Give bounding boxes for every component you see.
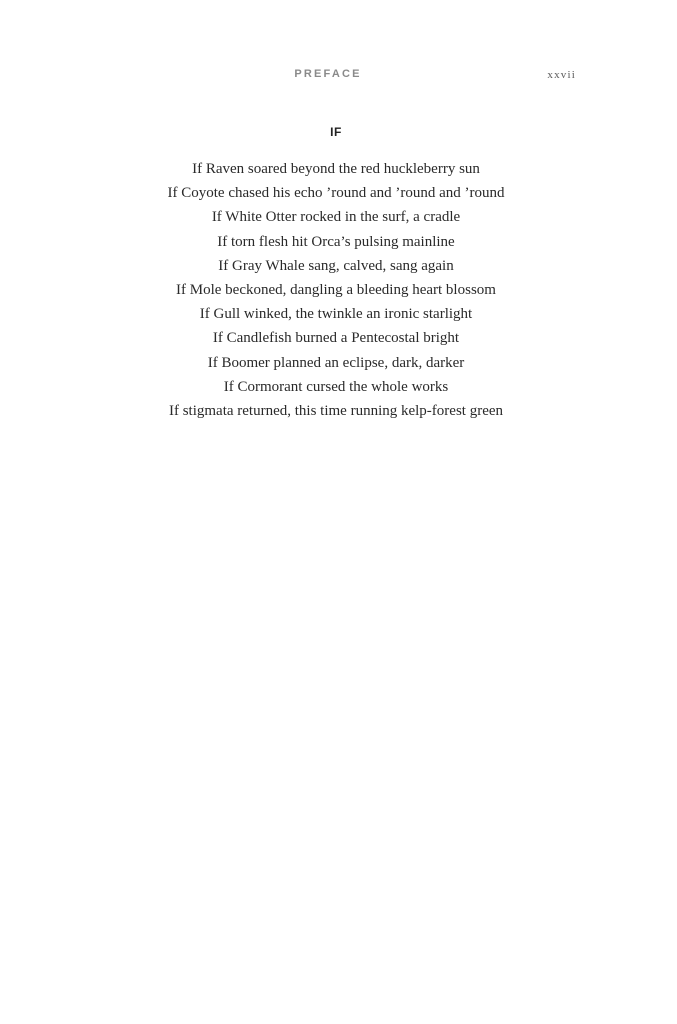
page-number: xxvii: [547, 69, 576, 81]
section-title: PREFACE: [294, 68, 362, 80]
poem-title: IF: [330, 125, 342, 139]
poem-line: If Raven soared beyond the red huckleberry sun: [192, 161, 480, 177]
poem-line: If Boomer planned an eclipse, dark, darker: [207, 354, 465, 371]
poem-line: If stigmata returned, this time running kelp-forest green: [168, 403, 504, 420]
poem-line: If Cormorant cursed the whole works: [223, 378, 449, 395]
poem-line: If torn flesh hit Orca’s pulsing mainline: [217, 233, 455, 250]
running-head: [0, 68, 677, 86]
poem-line: If White Otter rocked in the surf, a cradle: [211, 209, 461, 226]
poem-body: [0, 157, 672, 423]
poem-line: If Gray Whale sang, calved, sang again: [218, 257, 454, 274]
poem-line: If Candlefish burned a Pentecostal bright: [212, 330, 460, 347]
poem-line: If Coyote chased his echo ’round and ’round and ’round: [167, 185, 505, 202]
poem-line: If Gull winked, the twinkle an ironic starlight: [199, 306, 473, 323]
poem-line: If Mole beckoned, dangling a bleeding heart blossom: [176, 282, 496, 299]
